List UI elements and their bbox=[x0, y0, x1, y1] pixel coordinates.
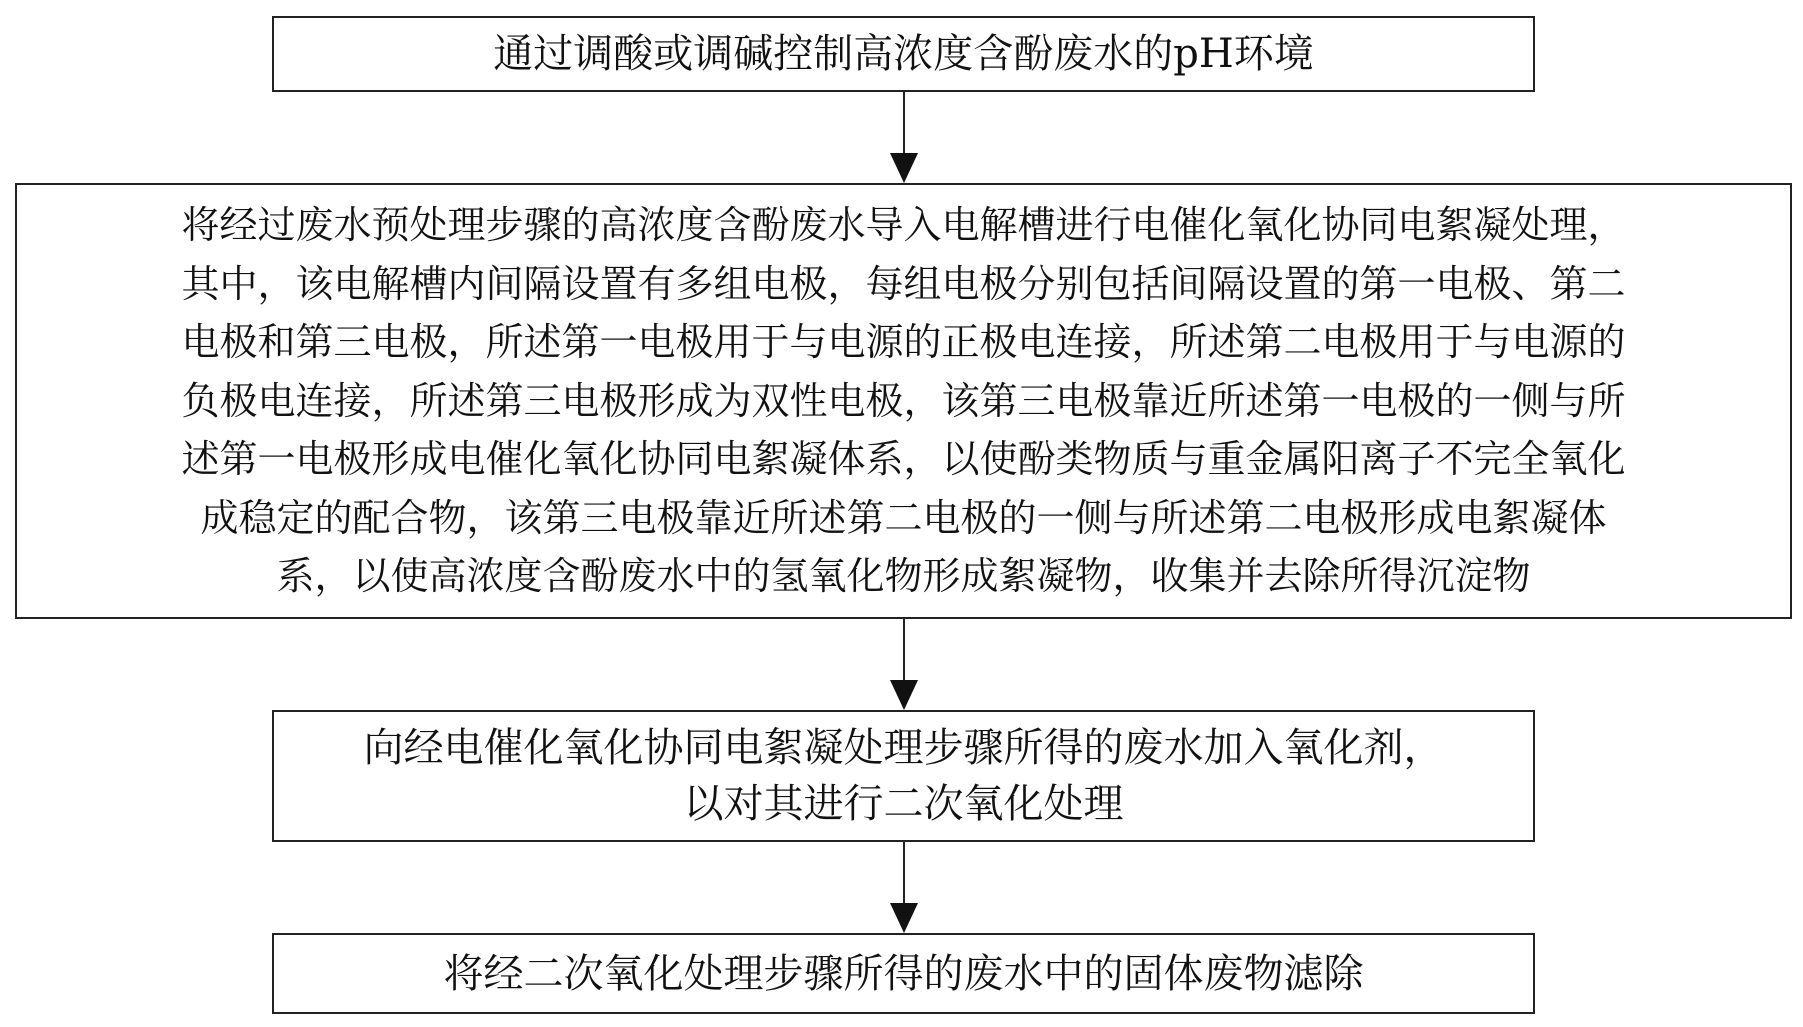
arrowhead-icon bbox=[890, 680, 918, 710]
arrowhead-icon bbox=[890, 903, 918, 933]
step-2-line: 成稳定的配合物，该第三电极靠近所述第二电极的一侧与所述第二电极形成电絮凝体 bbox=[200, 495, 1607, 540]
step-2-line: 其中，该电解槽内间隔设置有多组电极，每组电极分别包括间隔设置的第一电极、第二 bbox=[181, 261, 1626, 306]
arrow-3-to-4 bbox=[890, 842, 918, 933]
step-2-text bbox=[181, 196, 1625, 606]
step-1-box bbox=[272, 16, 1535, 92]
step-4-line: 将经二次氧化处理步骤所得的废水中的固体废物滤除 bbox=[443, 950, 1364, 997]
step-3-text bbox=[364, 720, 1444, 832]
step-2-line: 系，以使高浓度含酚废水中的氢氧化物形成絮凝物，收集并去除所得沉淀物 bbox=[276, 554, 1531, 599]
step-3-box bbox=[272, 710, 1535, 842]
step-3-line: 向经电催化氧化协同电絮凝处理步骤所得的废水加入氧化剂， bbox=[363, 725, 1444, 771]
step-4-box bbox=[272, 933, 1535, 1014]
step-1-text bbox=[493, 26, 1314, 82]
step-4-text bbox=[444, 946, 1364, 1002]
step-2-line: 电极和第三电极，所述第一电极用于与电源的正极电连接，所述第二电极用于与电源的 bbox=[181, 320, 1626, 365]
arrow-2-to-3 bbox=[890, 619, 918, 710]
arrowhead-icon bbox=[890, 153, 918, 183]
step-3-line: 以对其进行二次氧化处理 bbox=[683, 781, 1124, 827]
step-2-line: 述第一电极形成电催化氧化协同电絮凝体系，以使酚类物质与重金属阳离子不完全氧化 bbox=[181, 437, 1626, 482]
arrow-1-to-2 bbox=[890, 92, 918, 183]
step-1-line: 通过调酸或调碱控制高浓度含酚废水的pH环境 bbox=[493, 31, 1314, 77]
step-2-box bbox=[15, 183, 1792, 619]
step-2-line: 将经过废水预处理步骤的高浓度含酚废水导入电解槽进行电催化氧化协同电絮凝处理， bbox=[181, 203, 1626, 248]
step-2-line: 负极电连接，所述第三电极形成为双性电极，该第三电极靠近所述第一电极的一侧与所 bbox=[181, 378, 1626, 423]
